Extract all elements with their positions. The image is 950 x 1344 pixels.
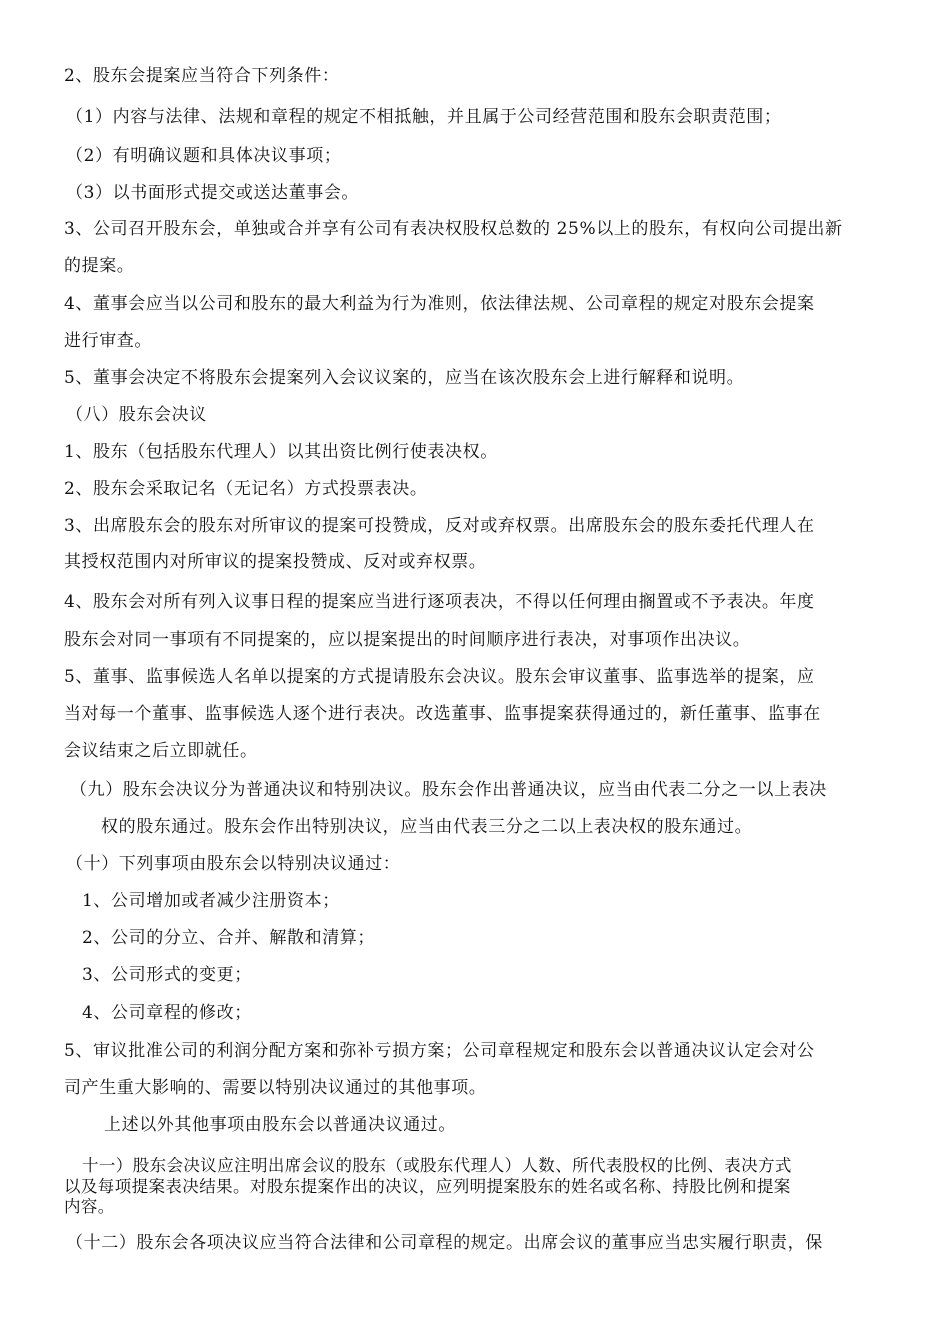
- text-line: 以及每项提案表决结果。对股东提案作出的决议，应列明提案股东的姓名或名称、持股比例和提案: [64, 1177, 791, 1196]
- text-line: 会议结束之后立即就任。: [64, 741, 258, 761]
- list-item: 4、公司章程的修改；: [82, 1003, 252, 1023]
- text-line: 1、股东（包括股东代理人）以其出资比例行使表决权。: [64, 442, 498, 462]
- text-line: 其授权范围内对所审议的提案投赞成、反对或弃权票。: [64, 552, 487, 572]
- text-line: 4、股东会对所有列入议事日程的提案应当进行逐项表决，不得以任何理由搁置或不予表决。年度: [64, 592, 815, 612]
- text-line: （九）股东会决议分为普通决议和特别决议。股东会作出普通决议，应当由代表二分之一以上表决: [70, 780, 827, 800]
- text-line: 十一）股东会决议应注明出席会议的股东（或股东代理人）人数、所代表股权的比例、表决方式: [82, 1156, 792, 1175]
- text-line: 5、审议批准公司的利润分配方案和弥补亏损方案；公司章程规定和股东会以普通决议认定会对公: [64, 1041, 815, 1061]
- text-line: 司产生重大影响的、需要以特别决议通过的其他事项。: [64, 1078, 487, 1098]
- text-line: 内容。: [64, 1197, 115, 1216]
- text-line: （2）有明确议题和具体决议事项；: [66, 146, 342, 166]
- text-line: 权的股东通过。股东会作出特别决议，应当由代表三分之二以上表决权的股东通过。: [101, 817, 753, 837]
- list-item: 3、公司形式的变更；: [82, 965, 252, 985]
- text-line: （十二）股东会各项决议应当符合法律和公司章程的规定。出席会议的董事应当忠实履行职责，保: [66, 1233, 823, 1253]
- text-line: 的提案。: [64, 256, 135, 276]
- text-line: 4、董事会应当以公司和股东的最大利益为行为准则，依法律法规、公司章程的规定对股东会提案: [64, 294, 815, 314]
- text-line: 上述以外其他事项由股东会以普通决议通过。: [104, 1115, 456, 1135]
- section-heading: （八）股东会决议: [66, 405, 207, 425]
- text-line: 2、股东会采取记名（无记名）方式投票表决。: [64, 479, 428, 499]
- list-item: 2、公司的分立、合并、解散和清算；: [82, 928, 376, 948]
- text-line: 2、股东会提案应当符合下列条件：: [64, 66, 340, 86]
- text-line: 5、董事、监事候选人名单以提案的方式提请股东会决议。股东会审议董事、监事选举的提案，应: [64, 667, 815, 687]
- text-line: 3、出席股东会的股东对所审议的提案可投赞成，反对或弃权票。出席股东会的股东委托代理人在: [64, 516, 815, 536]
- text-line: （1）内容与法律、法规和章程的规定不相抵触，并且属于公司经营范围和股东会职责范围；: [66, 107, 782, 127]
- text-line: （3）以书面形式提交或送达董事会。: [66, 183, 360, 203]
- text-line: 3、公司召开股东会，单独或合并享有公司有表决权股权总数的 25%以上的股东，有权向公司提出新: [64, 219, 843, 239]
- text-line: 股东会对同一事项有不同提案的，应以提案提出的时间顺序进行表决，对事项作出决议。: [64, 630, 751, 650]
- list-item: 1、公司增加或者减少注册资本；: [82, 891, 340, 911]
- text-line: 进行审查。: [64, 331, 152, 351]
- text-line: 5、董事会决定不将股东会提案列入会议议案的，应当在该次股东会上进行解释和说明。: [64, 368, 745, 388]
- section-heading: （十）下列事项由股东会以特别决议通过：: [66, 854, 401, 874]
- text-line: 当对每一个董事、监事候选人逐个进行表决。改选董事、监事提案获得通过的，新任董事、监事在: [64, 704, 821, 724]
